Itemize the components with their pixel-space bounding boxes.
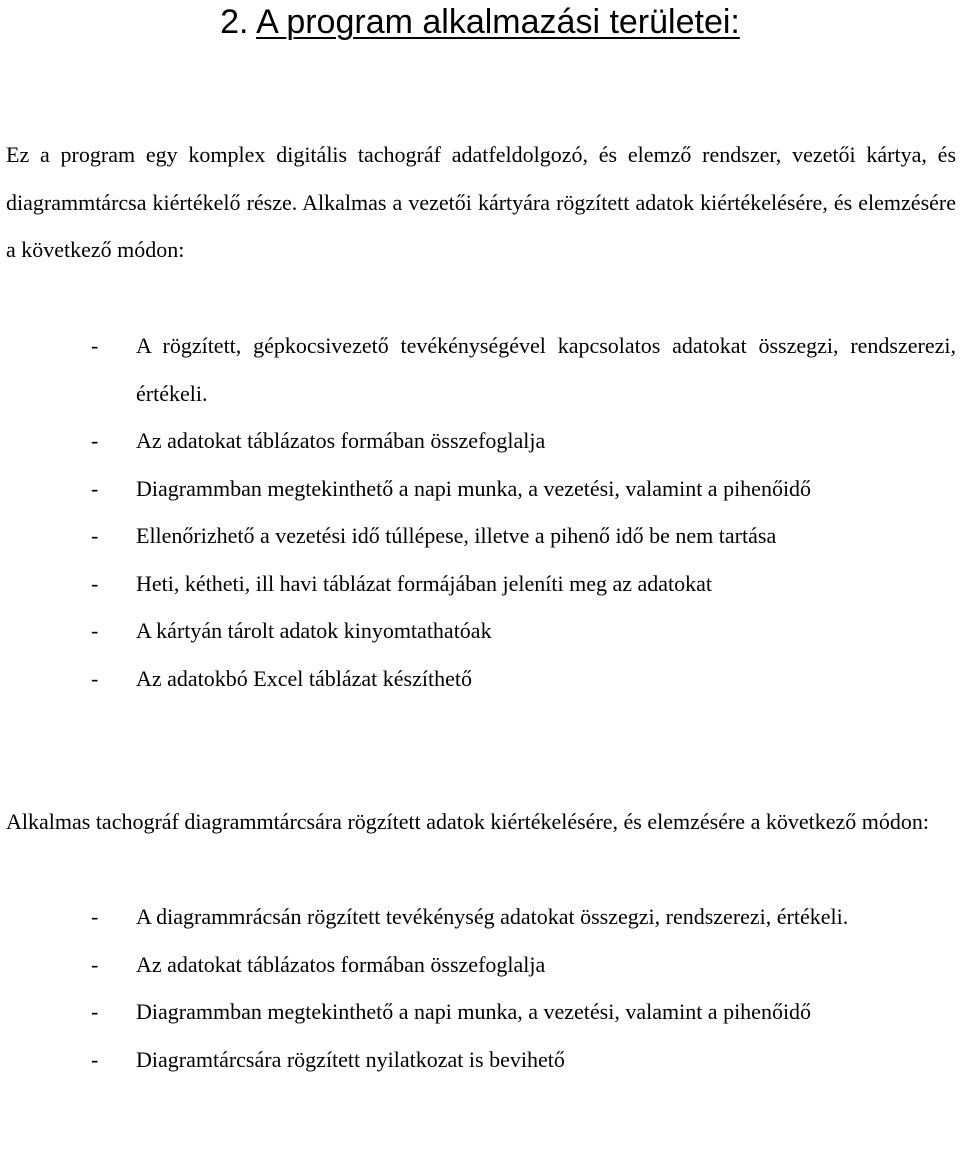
list-item-text: Az adatokat táblázatos formában összefoglalja: [136, 428, 546, 453]
list-dash: -: [91, 428, 99, 453]
disc-paragraph: Alkalmas tachográf diagrammtárcsára rögzített adatok kiértékelésére, és elemzésére a következő módon:: [6, 809, 929, 834]
list-dash: -: [91, 475, 99, 501]
list-dash: -: [91, 999, 99, 1024]
list-item: [0, 417, 960, 465]
section-number: 2.: [220, 3, 249, 41]
list-dash: -: [91, 665, 99, 691]
list-dash: -: [91, 570, 99, 596]
list-dash: -: [91, 523, 99, 548]
list-dash: -: [91, 904, 99, 929]
list-item: [0, 988, 960, 1036]
list-item-text: Az adatokbó Excel táblázat készíthető: [136, 665, 472, 691]
list-item-text: Az adatokat táblázatos formában összefoglalja: [136, 951, 546, 977]
section-title: A program alkalmazási területei:: [256, 3, 740, 41]
card-feature-list: [0, 322, 960, 702]
list-item: [0, 560, 960, 608]
list-item: [0, 655, 960, 703]
intro-paragraph: Ez a program egy komplex digitális tachográf adatfeldolgozó, és elemző rendszer, vezetői kártya, és diagrammtárcsa kiértékelő része. Alkalmas a vezetői kártyára rögzített adatok kiértékelésére, és elemzésére a következő módon:: [6, 142, 956, 262]
list-dash: -: [91, 951, 99, 977]
list-dash: -: [91, 1046, 99, 1072]
list-dash: -: [91, 333, 99, 358]
section-heading: [0, 0, 960, 44]
list-item-text: Ellenőrizhető a vezetési idő túllépese, illetve a pihenő idő be nem tartása: [136, 523, 777, 548]
list-dash: -: [91, 618, 99, 643]
disc-feature-list: [0, 893, 960, 1083]
list-item-text: Diagramtárcsára rögzített nyilatkozat is bevihető: [136, 1046, 565, 1072]
list-item: [0, 1036, 960, 1084]
list-item-text: A rögzített, gépkocsivezető tevékénységével kapcsolatos adatokat összegzi, rendszerezi, értékeli.: [136, 333, 956, 406]
list-item-text: Diagrammban megtekinthető a napi munka, a vezetési, valamint a pihenőidő: [136, 475, 812, 501]
list-item-text: A kártyán tárolt adatok kinyomtathatóak: [136, 618, 492, 643]
list-item-text: Heti, kétheti, ill havi táblázat formájában jeleníti meg az adatokat: [136, 570, 713, 596]
list-item: [0, 465, 960, 513]
list-item: [0, 941, 960, 989]
list-item: [0, 893, 960, 941]
list-item-text: Diagrammban megtekinthető a napi munka, a vezetési, valamint a pihenőidő: [136, 999, 812, 1024]
list-item-text: A diagrammrácsán rögzített tevékénység adatokat összegzi, rendszerezi, értékeli.: [136, 904, 849, 929]
list-item: [0, 512, 960, 560]
list-item: [0, 322, 960, 417]
list-item: [0, 607, 960, 655]
